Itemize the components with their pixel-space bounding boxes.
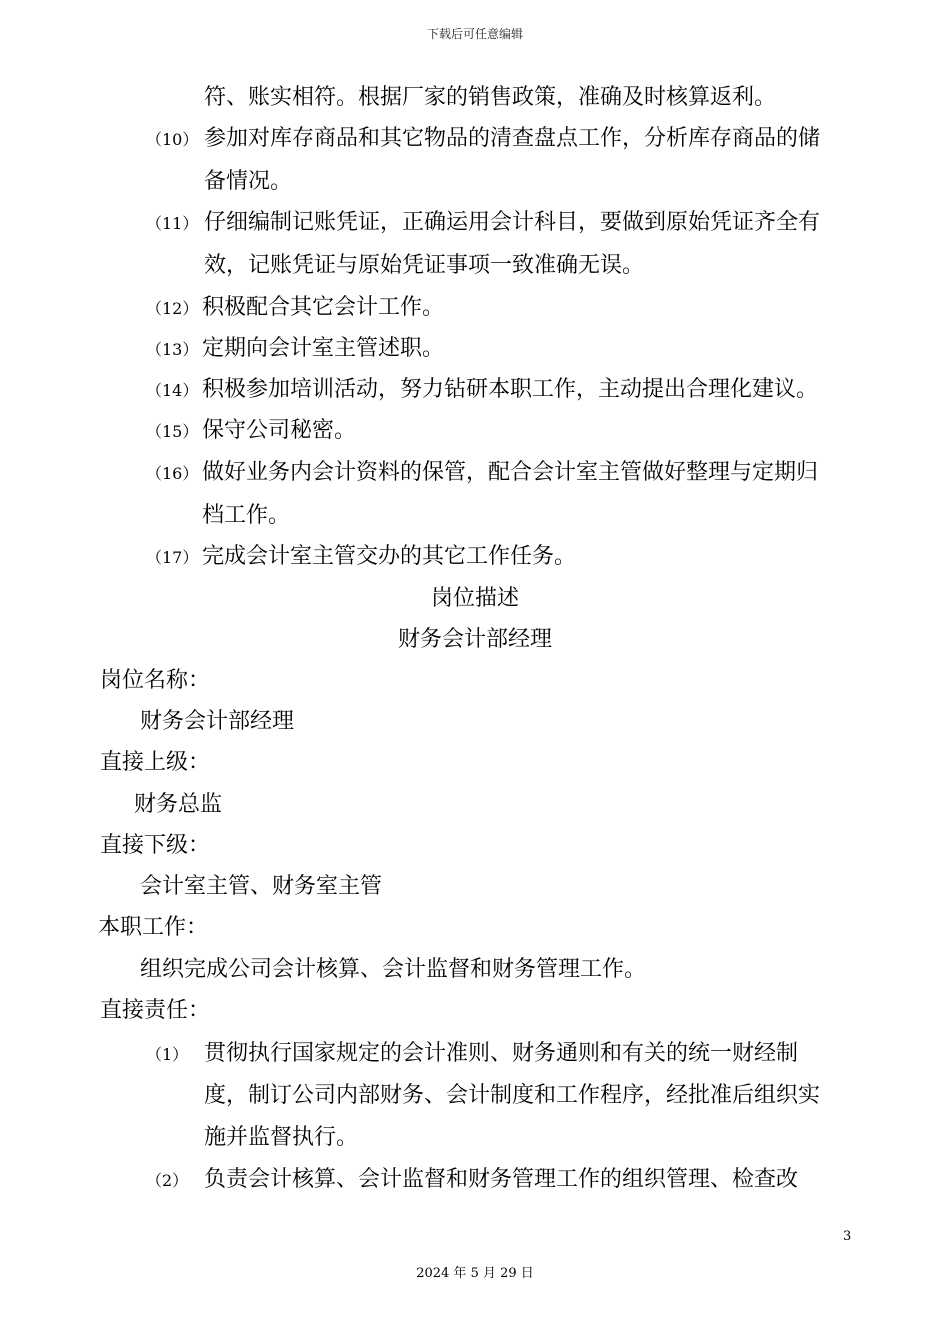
page-header: 下载后可任意编辑 xyxy=(426,27,523,41)
duty-value: 组织完成公司会计核算、会计监督和财务管理工作。 xyxy=(140,957,647,982)
list-item-text: 做好业务内会计资料的保管，配合会计室主管做好整理与定期归 xyxy=(202,460,819,485)
list-item-number: （13） xyxy=(146,340,199,359)
superior-value: 财务总监 xyxy=(134,792,223,817)
position-name-value: 财务会计部经理 xyxy=(140,709,295,734)
list-item-text: 施并监督执行。 xyxy=(204,1125,359,1150)
list-item-text: 负责会计核算、会计监督和财务管理工作的组织管理、检查改 xyxy=(204,1167,799,1192)
list-item-text: 度，制订公司内部财务、会计制度和工作程序，经批准后组织实 xyxy=(204,1083,821,1108)
list-item-text: 档工作。 xyxy=(202,503,291,528)
list-item-number: （15） xyxy=(146,422,199,441)
list-item-number: （14） xyxy=(146,381,199,400)
position-name-label: 岗位名称： xyxy=(100,668,211,693)
list-item-text: 积极参加培训活动，努力钻研本职工作，主动提出合理化建议。 xyxy=(202,377,819,402)
list-item-text: 定期向会计室主管述职。 xyxy=(202,336,445,361)
list-item-text: 积极配合其它会计工作。 xyxy=(202,295,445,320)
superior-label: 直接上级： xyxy=(100,750,211,775)
list-item-number: （1） xyxy=(146,1045,189,1064)
page-footer-date: 2024 年 5 月 29 日 xyxy=(416,1266,534,1281)
list-item-text: 完成会计室主管交办的其它工作任务。 xyxy=(202,544,577,569)
list-item-continuation: 符、账实相符。根据厂家的销售政策，准确及时核算返利。 xyxy=(204,85,777,110)
list-item-text: 保守公司秘密。 xyxy=(202,418,357,443)
list-item-number: （12） xyxy=(146,299,199,318)
duty-label: 本职工作： xyxy=(98,915,209,940)
subordinate-label: 直接下级： xyxy=(100,833,211,858)
list-item-text: 效，记账凭证与原始凭证事项一致准确无误。 xyxy=(204,253,645,278)
subordinate-value: 会计室主管、财务室主管 xyxy=(140,874,383,899)
responsibility-label: 直接责任： xyxy=(100,998,211,1023)
page-number: 3 xyxy=(843,1229,852,1244)
section-title: 岗位描述 xyxy=(430,586,519,611)
section-subtitle: 财务会计部经理 xyxy=(397,627,552,652)
list-item-number: （2） xyxy=(146,1171,189,1190)
list-item-text: 贯彻执行国家规定的会计准则、财务通则和有关的统一财经制 xyxy=(204,1041,799,1066)
list-item-text: 参加对库存商品和其它物品的清查盘点工作，分析库存商品的储 xyxy=(204,126,821,151)
list-item-text: 备情况。 xyxy=(204,169,293,194)
list-item-text: 仔细编制记账凭证，正确运用会计科目，要做到原始凭证齐全有 xyxy=(204,210,821,235)
list-item-number: （17） xyxy=(146,548,199,567)
list-item-number: （10） xyxy=(146,130,199,149)
list-item-number: （16） xyxy=(146,464,199,483)
list-item-number: （11） xyxy=(146,214,199,233)
